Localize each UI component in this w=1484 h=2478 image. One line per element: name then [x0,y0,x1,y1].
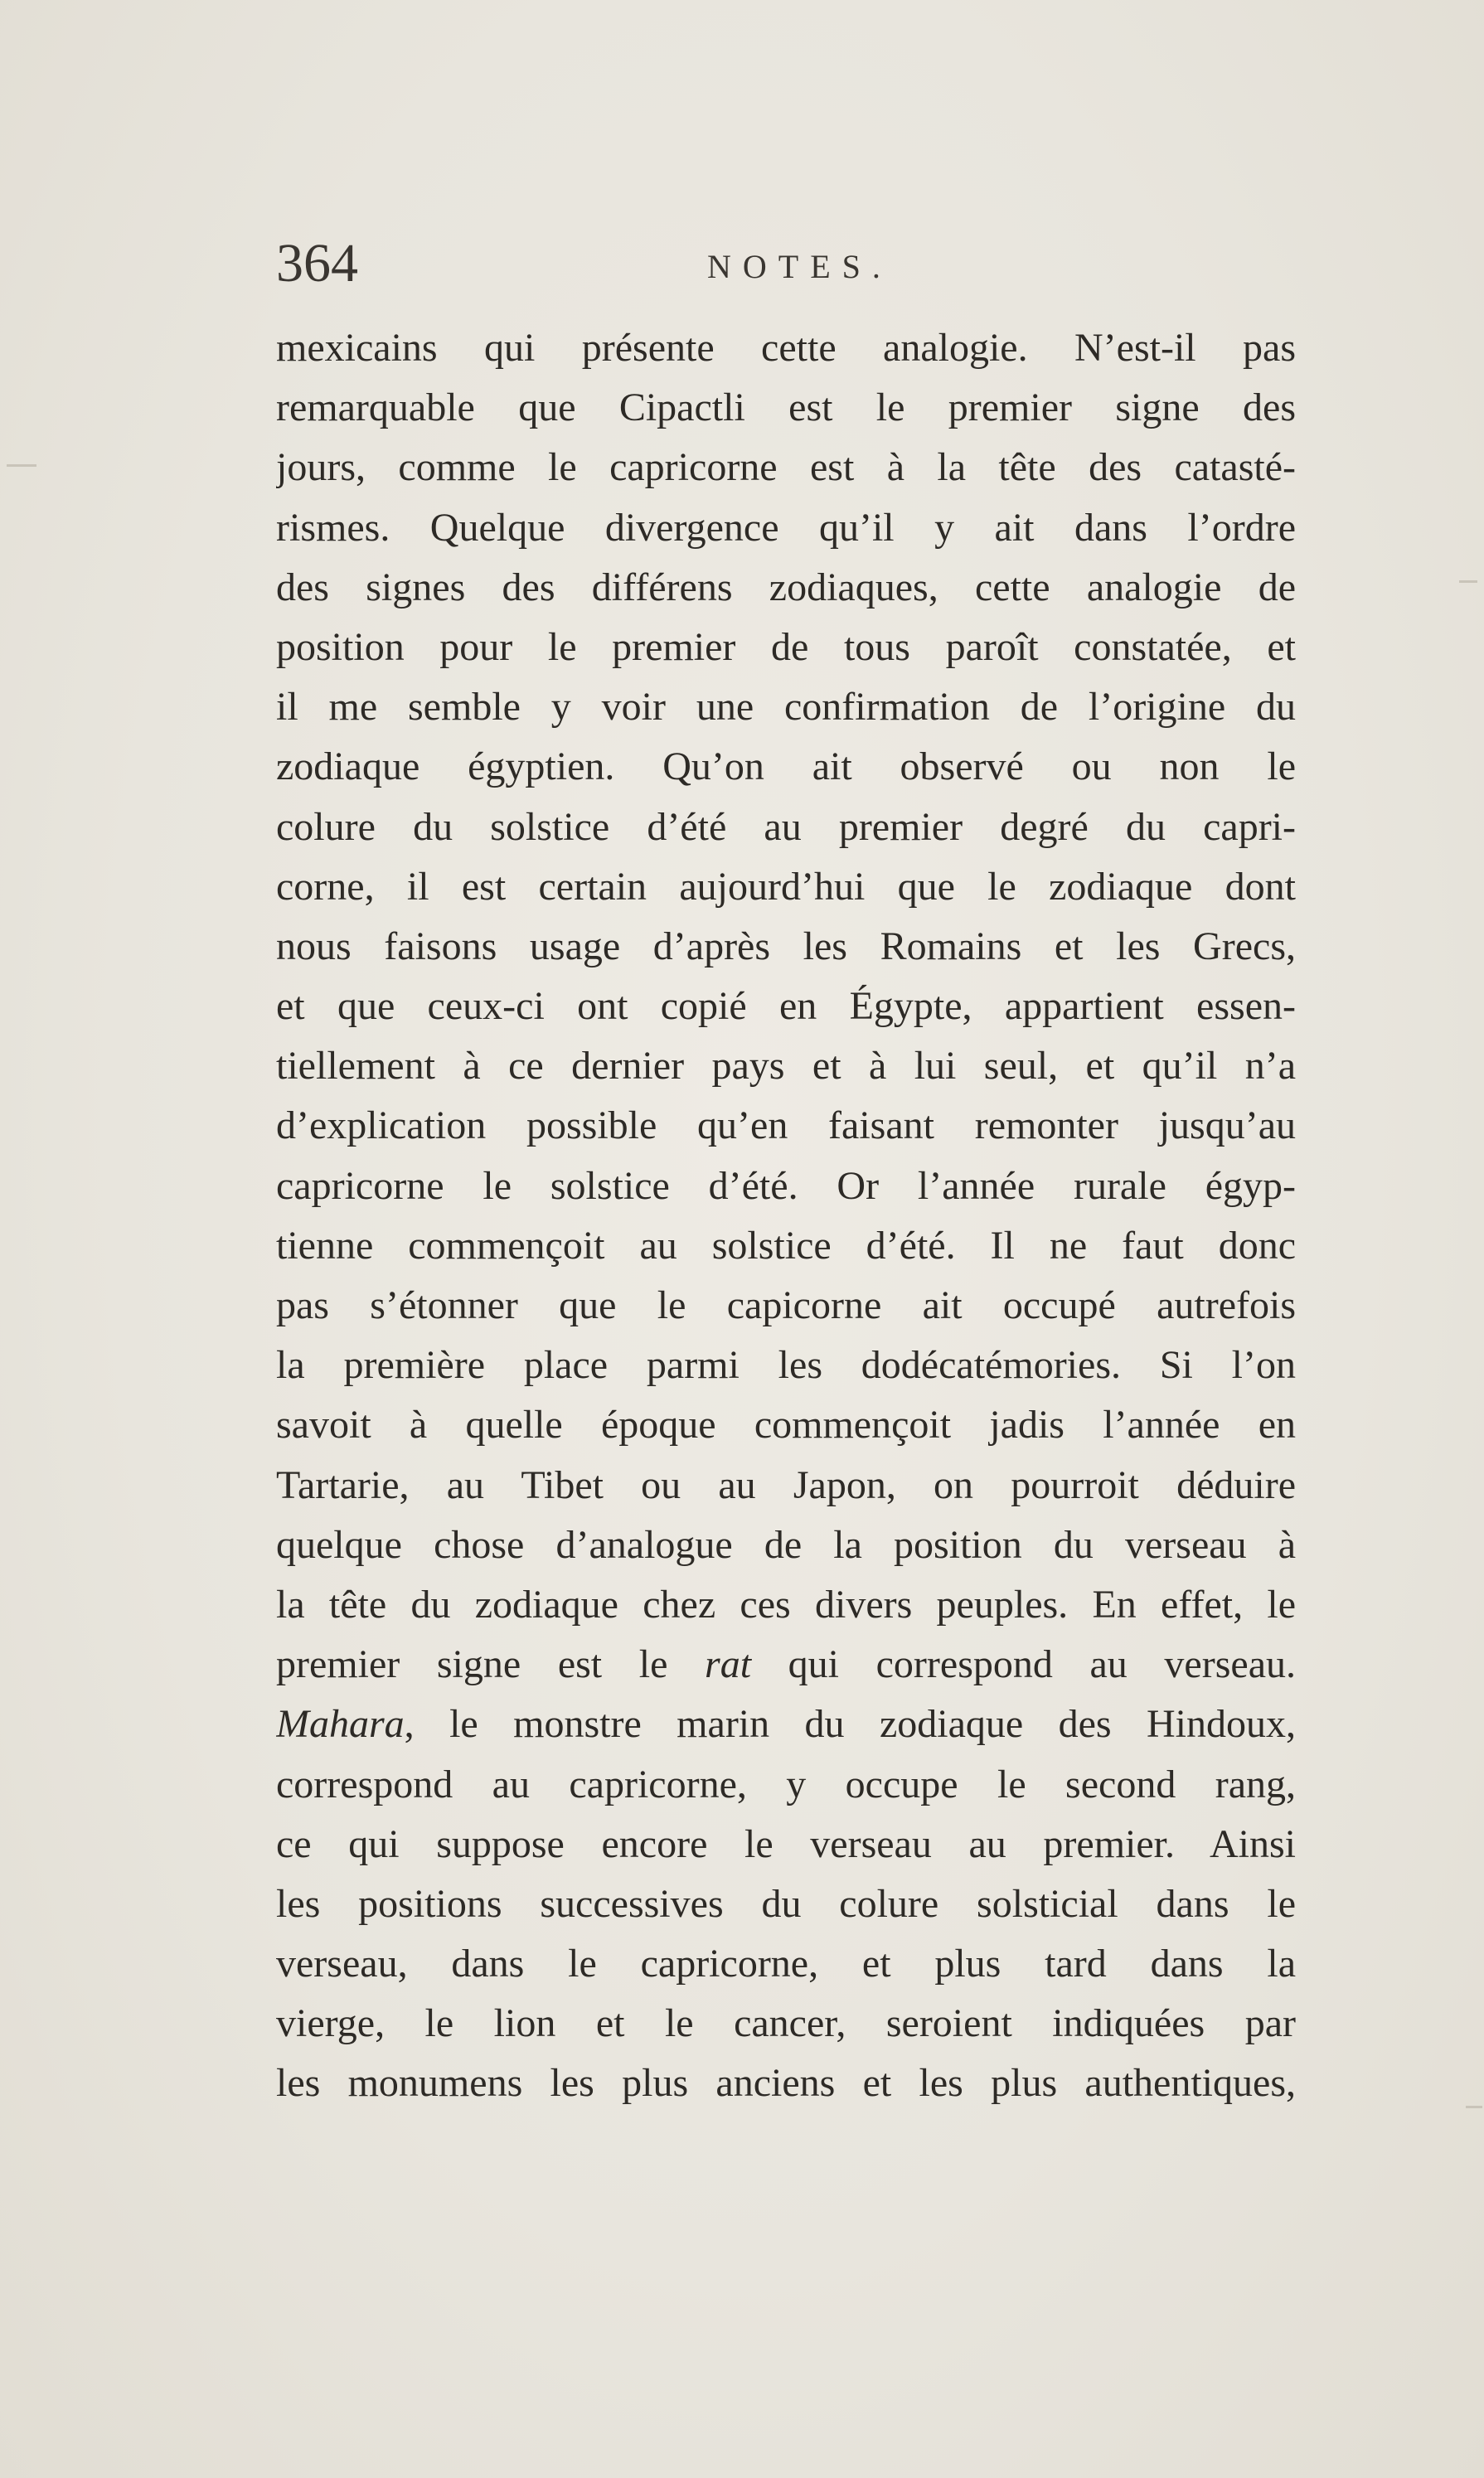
text-segment: remarquable que Cipactli est le premier signe des [276,386,1296,430]
text-segment: corne, il est certain aujourd’hui que le zodiaque dont [276,864,1296,909]
paper-mark [1466,2106,1482,2108]
text-segment: les positions successives du colure solsticial dans le [276,1881,1296,1926]
text-segment: d’explication possible qu’en faisant remonter jusqu’au [276,1103,1296,1148]
text-segment: Tartarie, au Tibet ou au Japon, on pourroit déduire [276,1462,1296,1507]
text-line [276,618,1296,677]
text-segment: pas s’étonner que le capicorne ait occupé autrefois [276,1283,1296,1327]
text-line [276,977,1296,1036]
text-line [276,1336,1296,1395]
text-segment: position pour le premier de tous paroît constatée, et [276,624,1296,669]
text-segment: ce qui suppose encore le verseau au premier. Ainsi [276,1821,1296,1866]
text-line [276,1695,1296,1754]
text-segment: premier signe est le [276,1642,706,1687]
text-line [276,1395,1296,1455]
paper-mark [7,464,36,467]
text-segment: verseau, dans le capricorne, et plus tard dans la [276,1942,1296,1986]
text-segment: nous faisons usage d’après les Romains et les Grecs, [276,924,1296,968]
text-line [276,498,1296,558]
text-segment: rismes. Quelque divergence qu’il y ait dans l’ordre [276,505,1296,550]
text-line [276,1036,1296,1096]
text-line [276,737,1296,797]
text-segment: et que ceux-ci ont copié en Égypte, appartient essen- [276,984,1296,1029]
text-segment: capricorne le solstice d’été. Or l’année rurale égyp- [276,1163,1296,1208]
text-line [276,917,1296,977]
text-line [276,798,1296,857]
text-line [276,1994,1296,2054]
page-header [276,230,1296,297]
text-segment: colure du solstice d’été au premier degré du capri- [276,804,1296,849]
text-line [276,1216,1296,1276]
italic-term: rat [705,1642,752,1687]
text-line [276,2054,1296,2113]
text-segment: la tête du zodiaque chez ces divers peuples. En effet, le [276,1582,1296,1627]
italic-term: Mahara [276,1702,405,1747]
text-line [276,1874,1296,1934]
text-segment: la première place parmi les dodécatémories. Si l’on [276,1343,1296,1388]
text-line [276,438,1296,497]
running-title: NOTES. [707,248,892,285]
text-segment: zodiaque égyptien. Qu’on ait observé ou non le [276,744,1296,789]
text-line [276,677,1296,737]
text-segment: jours, comme le capricorne est à la tête des catasté- [276,445,1296,490]
text-segment: savoit à quelle époque commençoit jadis l’année en [276,1403,1296,1448]
text-segment: mexicains qui présente cette analogie. N’est-il pas [276,326,1296,370]
text-line [276,1157,1296,1216]
text-line [276,857,1296,917]
text-line [276,378,1296,438]
text-line [276,1096,1296,1156]
text-line [276,558,1296,618]
text-line [276,1575,1296,1635]
text-segment: , le monstre marin du zodiaque des Hindoux, [404,1702,1296,1747]
text-segment: qui correspond au verseau. [751,1642,1296,1687]
text-segment: les monumens les plus anciens et les plus authentiques, [276,2061,1296,2106]
text-line [276,318,1296,378]
text-segment: tiellement à ce dernier pays et à lui seul, et qu’il n’a [276,1044,1296,1089]
text-segment: des signes des différens zodiaques, cette analogie de [276,565,1296,609]
text-line [276,1276,1296,1336]
text-line [276,1635,1296,1695]
text-line [276,1755,1296,1815]
text-segment: il me semble y voir une confirmation de l’origine du [276,685,1296,730]
text-segment: correspond au capricorne, y occupe le second rang, [276,1762,1296,1806]
text-segment: quelque chose d’analogue de la position du verseau à [276,1522,1296,1567]
text-line [276,1515,1296,1575]
text-segment: vierge, le lion et le cancer, seroient indiquées par [276,2001,1296,2046]
body-text [276,318,1296,2114]
text-line [276,1456,1296,1515]
text-line [276,1815,1296,1874]
text-segment: tienne commençoit au solstice d’été. Il ne faut donc [276,1223,1296,1268]
page-number: 364 [276,233,358,293]
text-line [276,1934,1296,1994]
paper-mark [1459,580,1477,583]
